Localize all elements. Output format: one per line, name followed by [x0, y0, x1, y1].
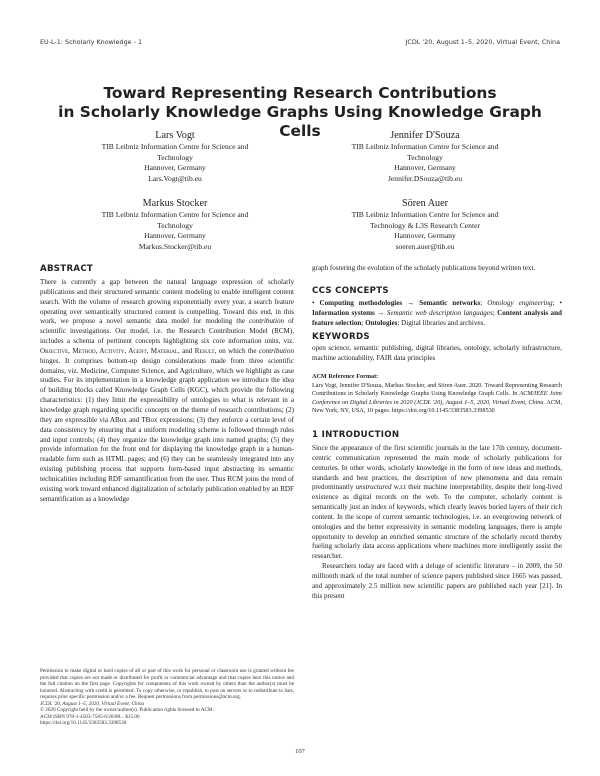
author-name: Lars Vogt — [155, 130, 195, 141]
author-affiliation: TIB Leibniz Information Centre for Science and — [351, 142, 499, 151]
permission-text: Permission to make digital or hard copies of all or part of this work for personal or classroom use is granted without fee provided that copies are not made or distributed for profit or commercial advantage and that copies bear this notice and the full citation on the first page. Copyrights for components of this work owned by others than the author(s) must be honored. Abstracting with credit is permitted. To copy otherwise, or republish, to post on servers or to redistribute to lists, requires prior specific permission and/or a fee. Request permissions from permissions@acm.org. — [40, 668, 294, 700]
title-line-2: in Scholarly Knowledge Graphs Using Knowledge Graph Cells — [58, 103, 542, 140]
author-name: Markus Stocker — [142, 198, 208, 209]
author-affiliation: TIB Leibniz Information Centre for Science and — [351, 210, 499, 219]
author-location: Hannover, Germany — [394, 231, 456, 240]
author-location: Hannover, Germany — [144, 163, 206, 172]
introduction-heading: 1 INTRODUCTION — [312, 430, 400, 441]
author-affiliation: Technology — [157, 152, 193, 162]
page-number: 107 — [295, 748, 305, 755]
ccs-heading: CCS CONCEPTS — [312, 285, 389, 296]
author-location: Hannover, Germany — [144, 231, 206, 240]
reference-format-heading: ACM Reference Format: — [312, 373, 379, 381]
author-affiliation: Technology — [157, 220, 193, 230]
keywords-text: open science, semantic publishing, digital libraries, ontology, scholarly infrastructure, machine actionability, FAIR data principles — [312, 344, 562, 363]
author-block-1 — [60, 129, 290, 184]
abstract-continued: graph fostering the evolution of the scholarly publications beyond written text. — [312, 264, 536, 272]
running-header-left: EU-L-1: Scholarly Knowledge - 1 — [40, 38, 143, 46]
author-location: Hannover, Germany — [394, 163, 456, 172]
right-column — [312, 264, 562, 602]
author-name: Sören Auer — [401, 198, 449, 209]
running-header-right: JCDL '20, August 1–5, 2020, Virtual Event, China — [405, 38, 560, 46]
permission-venue: JCDL '20, August 1–5, 2020, Virtual Event, China — [40, 700, 145, 707]
isbn-line: ACM ISBN 978-1-4503-7585-6/20/08... $15.00 — [40, 713, 140, 720]
abstract-section — [40, 264, 294, 504]
ccs-concepts: • Computing methodologies → Semantic networks; Ontology engineering; • Information systems → Semantic web description languages; Content analysis and feature selection; Ontologies; Digital libraries and archives. — [312, 298, 562, 327]
abstract-text: There is currently a gap between the natural language expression of scholarly publications and their structured semantic content modeling to enable intelligent content search. With the volume of research growing exponentially every year, a search feature operating over semantically structured content is compelling. Toward this end, in this work, we propose a novel semantic data model for modeling the contribution of scientific investigations. Our model, i.e. the Research Contribution Model (RCM), includes a schema of pertinent concepts highlighting six core information units, viz. Objective, Method, Activity, Agent, Material, and Result, on which the contribution hinges. It comprises bottom-up design considerations made from three scientific domains, viz. Medicine, Computer Science, and Agriculture, which we highlight as case studies. For its implementation in a knowledge graph application we introduce the idea of building blocks called Knowledge Graph Cells (KGC), which provide the following characteristics: (1) they limit the expressibility of ontologies to what is relevant in a knowledge graph regarding specific concepts on the theme of research contributions; (2) they are expressible via ABox and TBox expressions; (3) they enforce a certain level of data consistency by ensuring that a uniform modeling scheme is followed through rules and input controls; (4) they organize the knowledge graph into named graphs; (5) they provide information for the front end for displaying the knowledge graph in a human-readable form such as HTML pages; and (6) they can be seamlessly integrated into any existing publishing process that supports form-based input abstracting its semantic technicalities including RDF semantification from the user. Thus RCM joins the trend of existing work toward enhanced digitalization of scholarly publication enabled by an RDF semantification as a knowledge — [40, 278, 294, 503]
author-email: Jennifer.DSouza@tib.eu — [387, 173, 463, 183]
acm-reference-format: ACM Reference Format: Lars Vogt, Jennifer D'Souza, Markus Stocker, and Sören Auer. 2020. Toward Representing Research Contributions in Scholarly Knowledge Graphs Using Knowledge Graph Cells. In ACM/IEEE Joint Conference on Digital Libraries in 2020 (JCDL '20), August 1–5, 2020, Virtual Event, China. ACM, New York, NY, USA, 10 pages. https://doi.org/10.1145/3383583.3398530 — [312, 373, 562, 415]
permission-block — [40, 668, 294, 727]
author-email: Lars.Vogt@tib.eu — [148, 173, 202, 183]
author-name: Jennifer D'Souza — [390, 130, 460, 141]
author-email: soeren.auer@tib.eu — [395, 241, 455, 251]
keywords-heading: KEYWORDS — [312, 332, 370, 343]
author-affiliation: Technology — [407, 152, 443, 162]
copyright-line: © 2020 Copyright held by the owner/author(s). Publication rights licensed to ACM. — [40, 707, 214, 713]
title-line-1: Toward Representing Research Contributions — [103, 84, 497, 102]
introduction-text: Since the appearance of the first scientific journals in the late 17th century, document-centric communication represented the main mode of scholarly publications for centuries. In other words, scholarly knowledge in the form of new ideas and methods, standards and best practices, the description of new phenomena and data remain predominantly unstructured w.r.t their machine interpretability, despite their long-lived existence as digital records on the web. To the computer, scholarly content is semantically just an index of keywords, which clearly leaves buried layers of their rich content. In the scope of current semantic technologies, i.e. an evergrowing network of ontologies and the better expressivity in semantic modeling languages, there is ample opportunity to develop an enriched semantic structure of the scholarly record thereby fueling scholarly data access applications where machines more intelligently assist the researcher. Researchers today are faced with a deluge of scientific literature – in 2009, the 50 millionth mark of the total number of science papers published since 1665 was passed, and approximately 2.5 million new scientific papers are published each year [21]. In this present — [312, 444, 562, 600]
author-affiliation: Technology & L3S Research Center — [370, 220, 480, 230]
author-email: Markus.Stocker@tib.eu — [138, 241, 212, 251]
author-affiliation: TIB Leibniz Information Centre for Science and — [101, 142, 249, 151]
abstract-heading: ABSTRACT — [40, 264, 94, 274]
author-block-3 — [60, 197, 290, 252]
author-block-2 — [310, 129, 540, 184]
author-block-4 — [310, 197, 540, 252]
doi-link[interactable]: https://doi.org/10.1145/3383583.3398530 — [40, 720, 127, 726]
author-affiliation: TIB Leibniz Information Centre for Science and — [101, 210, 249, 219]
